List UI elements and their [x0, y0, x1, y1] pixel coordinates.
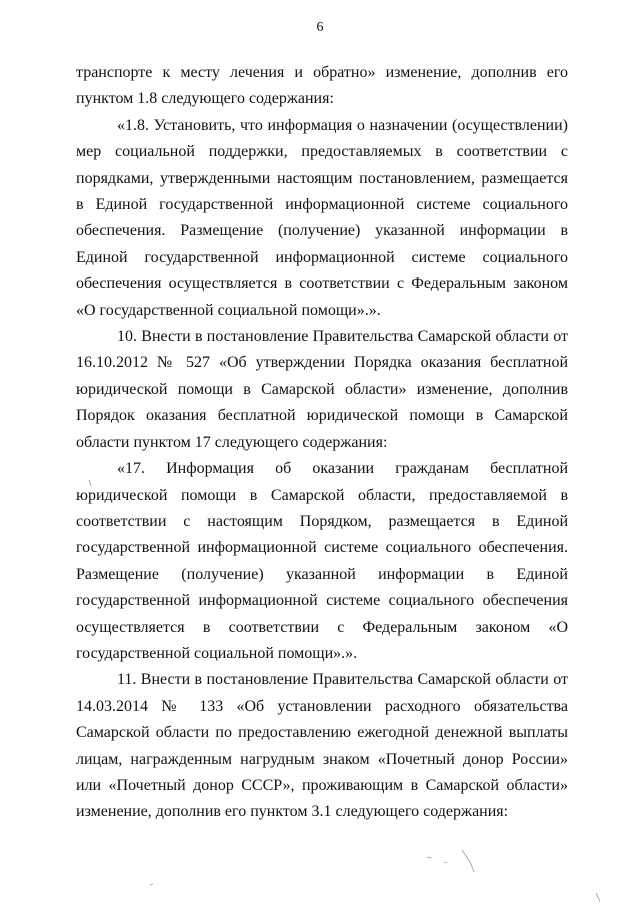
page-number: 6	[316, 20, 324, 35]
paragraph-clause-17: «17. Информация об оказании гражданам бесплатной юридической помощи в Самарской области, предоставляемой в соответствии с настоящим Порядком, размещается в Единой государственной информационной системе социального обеспечения. Размещение (получение) указанной информации в Единой государственной информационной системе социального обеспечения осуществляется в соответствии с Федеральным законом «О государственной социальной помощи».».	[76, 460, 568, 662]
paragraph-item-11: 11. Внести в постановление Правительства Самарской области от 14.03.2014 № 133 «Об установлении расходного обязательства Самарской области по предоставлению ежегодной денежной выплаты лицам, награжденным нагрудным знаком «Почетный донор России» или «Почетный донор СССР», проживающим в Самарской области» изменение, дополнив его пунктом 3.1 следующего содержания:	[76, 671, 568, 821]
paragraph-clause-1-8: «1.8. Установить, что информация о назначении (осуществлении) мер социальной поддержки, предоставляемых в соответствии с порядками, утвержденными настоящим постановлением, размещается в Единой государственной информационной системе социального обеспечения. Размещение (получение) указанной информации в Единой государственной информационной системе социального обеспечения осуществляется в соответствии с Федеральным законом «О государственной социальной помощи».».	[76, 116, 568, 319]
paragraph-continuation: транспорте к месту лечения и обратно» изменение, дополнив его пунктом 1.8 следующего содержания:	[76, 64, 568, 108]
paragraph-item-10: 10. Внести в постановление Правительства Самарской области от 16.10.2012 № 527 «Об утверждении Порядка оказания бесплатной юридической помощи в Самарской области» изменение, дополнив Порядок оказания бесплатной юридической помощи в Самарской области пунктом 17 следующего содержания:	[76, 328, 568, 451]
document-body	[76, 60, 568, 826]
